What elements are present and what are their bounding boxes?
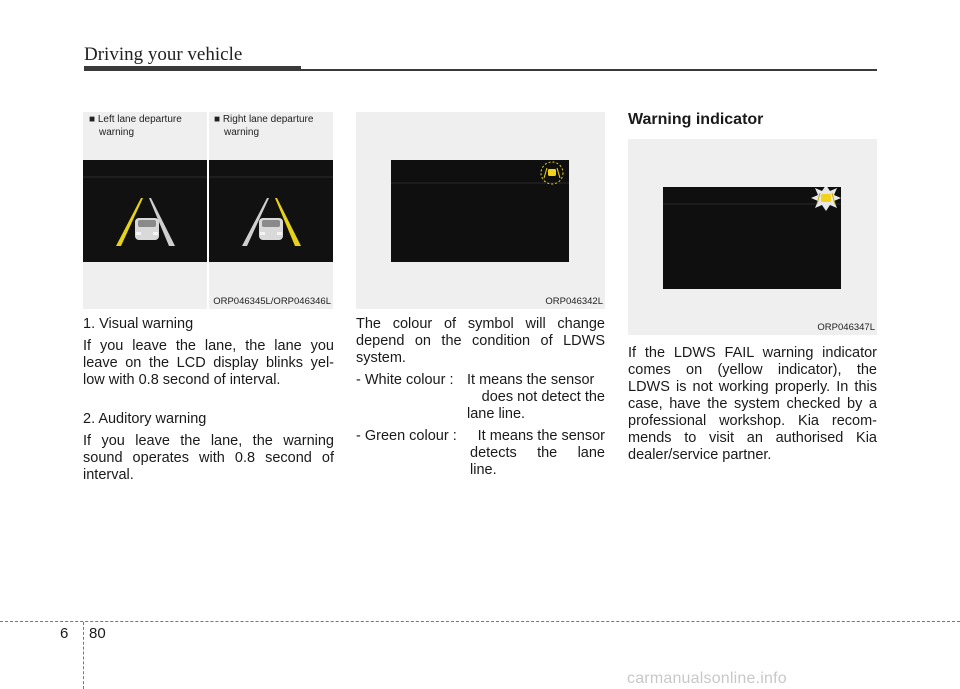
- visual-warning-text: If you leave the lane, the lane you leave on the LCD display blinks yel-low with 0.8 second of interval.: [83, 338, 334, 388]
- lcd-screen: [391, 160, 571, 262]
- green-colour-item: - Green colour : It means the sensor detects the lane line.: [356, 428, 605, 478]
- chapter-number: 6: [60, 625, 69, 642]
- right-departure-label: ■ Right lane departure warning: [214, 114, 314, 138]
- header-rule-thin: [301, 69, 877, 71]
- symbol-colour-intro: The colour of symbol will change depend on the condition of LDWS system.: [356, 316, 605, 366]
- ldws-fail-figure: [628, 139, 877, 335]
- figure-caption: ORP046347L: [817, 322, 875, 333]
- lcd-screen: [663, 185, 843, 289]
- left-departure-label: ■ Left lane departure warning: [89, 114, 182, 138]
- footer-divider: [83, 622, 84, 689]
- column1-text: [83, 316, 334, 484]
- ldws-symbol-figure: [356, 112, 605, 309]
- column3-text: [628, 345, 877, 464]
- header-rule-thick: [84, 66, 301, 71]
- ldws-fail-text: If the LDWS FAIL warning indicator comes on (yellow indicator), the LDWS is not working properly. In this case, have the system checked by a professional workshop. Kia recom-mends to visit an authorised Kia dealer/service partner.: [628, 345, 877, 463]
- figure-caption: ORP046342L: [545, 296, 603, 307]
- visual-warning-heading: 1. Visual warning: [83, 316, 194, 332]
- right-lane-screen: [209, 160, 333, 262]
- page-number: 80: [89, 625, 106, 642]
- figure-caption: ORP046345L/ORP046346L: [213, 296, 331, 307]
- page-header-title: Driving your vehicle: [84, 44, 243, 65]
- ldws-fail-indicator-icon: [811, 185, 841, 211]
- white-colour-item: - White colour : It means the sensor does not detect the lane line.: [356, 372, 605, 422]
- footer-rule: [0, 621, 960, 622]
- watermark: carmanualsonline.info: [627, 670, 787, 687]
- lane-departure-figure: [83, 112, 333, 309]
- figure-divider: [207, 112, 209, 309]
- car-icon: [135, 218, 159, 240]
- auditory-warning-heading: 2. Auditory warning: [83, 411, 207, 427]
- auditory-warning-text: If you leave the lane, the warning sound operates with 0.8 second of interval.: [83, 433, 334, 483]
- warning-indicator-heading: Warning indicator: [628, 111, 764, 128]
- left-lane-screen: [83, 160, 207, 262]
- column2-text: [356, 316, 605, 479]
- car-icon: [259, 218, 283, 240]
